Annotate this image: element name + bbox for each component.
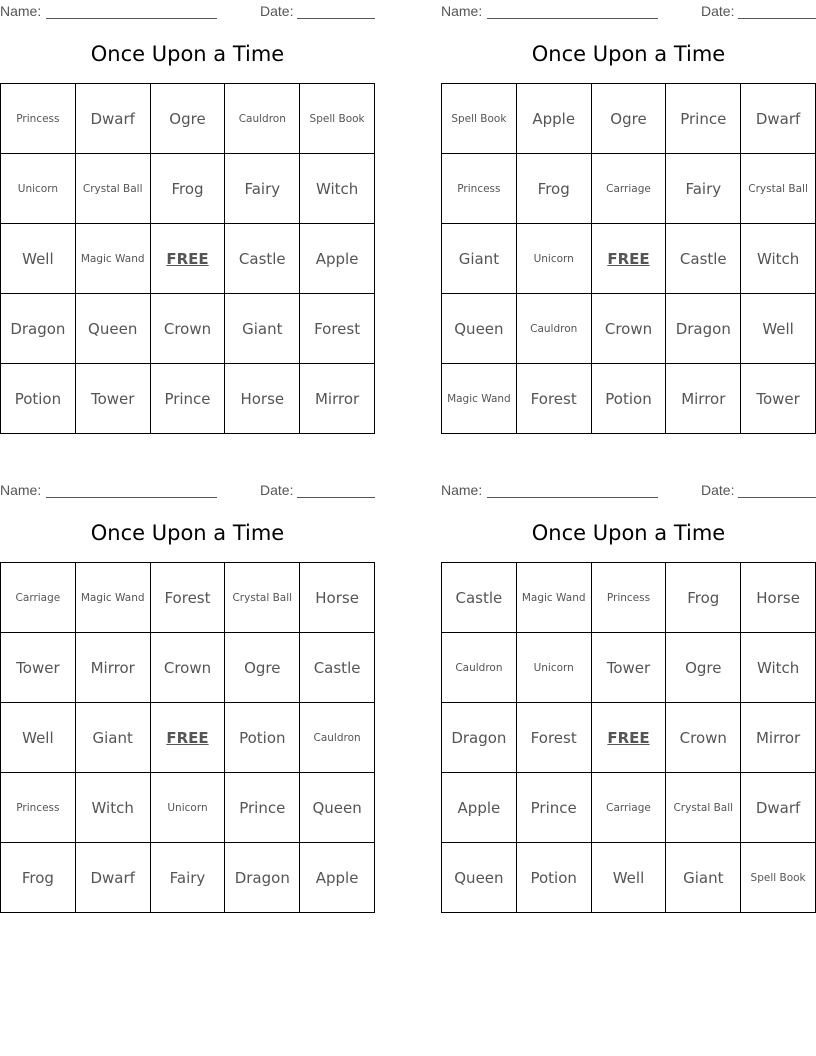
- name-line: [46, 497, 217, 498]
- bingo-cell: Apple: [517, 84, 592, 154]
- date-line: [738, 18, 816, 19]
- bingo-cell: Dwarf: [741, 773, 816, 843]
- date-line: [738, 497, 816, 498]
- bingo-cell: Dragon: [666, 294, 741, 364]
- bingo-cell: Giant: [442, 224, 517, 294]
- card-title: Once Upon a Time: [531, 42, 726, 66]
- bingo-cell: Magic Wand: [76, 563, 151, 633]
- bingo-cell: Well: [1, 224, 76, 294]
- bingo-cell: Potion: [225, 703, 300, 773]
- bingo-cell: Queen: [300, 773, 375, 843]
- bingo-cell: Dwarf: [741, 84, 816, 154]
- date-line: [297, 497, 375, 498]
- bingo-cell: Apple: [300, 843, 375, 913]
- bingo-cell: Giant: [76, 703, 151, 773]
- bingo-cell: Carriage: [1, 563, 76, 633]
- bingo-cell: Spell Book: [741, 843, 816, 913]
- bingo-cell: Magic Wand: [442, 364, 517, 434]
- bingo-card: [0, 0, 375, 434]
- bingo-cell: Tower: [1, 633, 76, 703]
- bingo-cell: Prince: [517, 773, 592, 843]
- bingo-cell: Mirror: [76, 633, 151, 703]
- bingo-grid: [441, 83, 816, 434]
- bingo-cell: Unicorn: [151, 773, 226, 843]
- card-title: Once Upon a Time: [90, 521, 285, 545]
- card-title: Once Upon a Time: [531, 521, 726, 545]
- bingo-cell: Spell Book: [442, 84, 517, 154]
- bingo-cell: Apple: [300, 224, 375, 294]
- bingo-grid: [0, 562, 375, 913]
- name-date-header: [0, 3, 375, 19]
- date-line: [297, 18, 375, 19]
- bingo-cell: Tower: [592, 633, 667, 703]
- bingo-card: [441, 0, 816, 434]
- bingo-cell: Forest: [517, 703, 592, 773]
- bingo-cell: Ogre: [225, 633, 300, 703]
- bingo-cell: Crystal Ball: [741, 154, 816, 224]
- date-label: Date:: [260, 482, 294, 498]
- bingo-cell: Dwarf: [76, 84, 151, 154]
- bingo-cell: Giant: [666, 843, 741, 913]
- bingo-cell: Castle: [225, 224, 300, 294]
- date-label: Date:: [260, 3, 294, 19]
- bingo-cell: Forest: [300, 294, 375, 364]
- bingo-cell: Witch: [741, 633, 816, 703]
- bingo-cell: Queen: [442, 294, 517, 364]
- card-title: Once Upon a Time: [90, 42, 285, 66]
- bingo-cell: Tower: [741, 364, 816, 434]
- bingo-cell: Castle: [442, 563, 517, 633]
- bingo-cell: Cauldron: [225, 84, 300, 154]
- free-space-cell: FREE: [151, 224, 226, 294]
- bingo-cell: Crystal Ball: [225, 563, 300, 633]
- bingo-cell: Princess: [442, 154, 517, 224]
- name-label: Name:: [0, 3, 42, 19]
- name-label: Name:: [441, 482, 483, 498]
- bingo-cell: Horse: [741, 563, 816, 633]
- bingo-cell: Ogre: [592, 84, 667, 154]
- bingo-cell: Crystal Ball: [76, 154, 151, 224]
- bingo-grid: [441, 562, 816, 913]
- bingo-cell: Dragon: [225, 843, 300, 913]
- bingo-cell: Fairy: [225, 154, 300, 224]
- bingo-cell: Prince: [666, 84, 741, 154]
- bingo-cell: Ogre: [666, 633, 741, 703]
- date-label: Date:: [701, 3, 735, 19]
- bingo-cell: Dwarf: [76, 843, 151, 913]
- bingo-cell: Potion: [1, 364, 76, 434]
- bingo-cell: Princess: [592, 563, 667, 633]
- bingo-card: [0, 479, 375, 913]
- bingo-cell: Fairy: [666, 154, 741, 224]
- bingo-cell: Mirror: [741, 703, 816, 773]
- bingo-cell: Horse: [225, 364, 300, 434]
- bingo-cell: Crystal Ball: [666, 773, 741, 843]
- bingo-cell: Apple: [442, 773, 517, 843]
- free-space-cell: FREE: [592, 224, 667, 294]
- bingo-cell: Unicorn: [1, 154, 76, 224]
- name-label: Name:: [0, 482, 42, 498]
- bingo-cell: Frog: [666, 563, 741, 633]
- bingo-cell: Well: [592, 843, 667, 913]
- bingo-cell: Mirror: [300, 364, 375, 434]
- name-date-header: [441, 3, 816, 19]
- name-line: [487, 18, 658, 19]
- bingo-cell: Frog: [151, 154, 226, 224]
- bingo-cell: Magic Wand: [76, 224, 151, 294]
- bingo-cell: Crown: [151, 633, 226, 703]
- bingo-cell: Carriage: [592, 773, 667, 843]
- bingo-cell: Unicorn: [517, 633, 592, 703]
- bingo-cell: Crown: [151, 294, 226, 364]
- bingo-cell: Prince: [151, 364, 226, 434]
- bingo-cell: Princess: [1, 84, 76, 154]
- bingo-cell: Forest: [151, 563, 226, 633]
- bingo-cell: Potion: [592, 364, 667, 434]
- bingo-cell: Princess: [1, 773, 76, 843]
- bingo-grid: [0, 83, 375, 434]
- name-date-header: [441, 482, 816, 498]
- bingo-cell: Unicorn: [517, 224, 592, 294]
- bingo-cell: Dragon: [1, 294, 76, 364]
- bingo-cell: Fairy: [151, 843, 226, 913]
- bingo-cell: Witch: [76, 773, 151, 843]
- bingo-cell: Dragon: [442, 703, 517, 773]
- free-space-cell: FREE: [151, 703, 226, 773]
- bingo-cell: Crown: [666, 703, 741, 773]
- bingo-cell: Magic Wand: [517, 563, 592, 633]
- bingo-cell: Potion: [517, 843, 592, 913]
- bingo-cell: Castle: [666, 224, 741, 294]
- bingo-cell: Cauldron: [442, 633, 517, 703]
- bingo-cell: Tower: [76, 364, 151, 434]
- bingo-cell: Spell Book: [300, 84, 375, 154]
- bingo-cell: Well: [741, 294, 816, 364]
- bingo-card: [441, 479, 816, 913]
- bingo-cell: Mirror: [666, 364, 741, 434]
- bingo-cell: Cauldron: [300, 703, 375, 773]
- bingo-cell: Crown: [592, 294, 667, 364]
- bingo-cell: Carriage: [592, 154, 667, 224]
- bingo-cell: Frog: [1, 843, 76, 913]
- bingo-cell: Castle: [300, 633, 375, 703]
- bingo-cell: Witch: [741, 224, 816, 294]
- bingo-cell: Forest: [517, 364, 592, 434]
- bingo-cell: Well: [1, 703, 76, 773]
- name-date-header: [0, 482, 375, 498]
- name-line: [487, 497, 658, 498]
- bingo-cell: Cauldron: [517, 294, 592, 364]
- date-label: Date:: [701, 482, 735, 498]
- name-line: [46, 18, 217, 19]
- bingo-cell: Prince: [225, 773, 300, 843]
- bingo-cell: Frog: [517, 154, 592, 224]
- bingo-cell: Giant: [225, 294, 300, 364]
- bingo-cell: Witch: [300, 154, 375, 224]
- bingo-cell: Queen: [76, 294, 151, 364]
- bingo-cell: Horse: [300, 563, 375, 633]
- bingo-cell: Queen: [442, 843, 517, 913]
- bingo-cell: Ogre: [151, 84, 226, 154]
- free-space-cell: FREE: [592, 703, 667, 773]
- name-label: Name:: [441, 3, 483, 19]
